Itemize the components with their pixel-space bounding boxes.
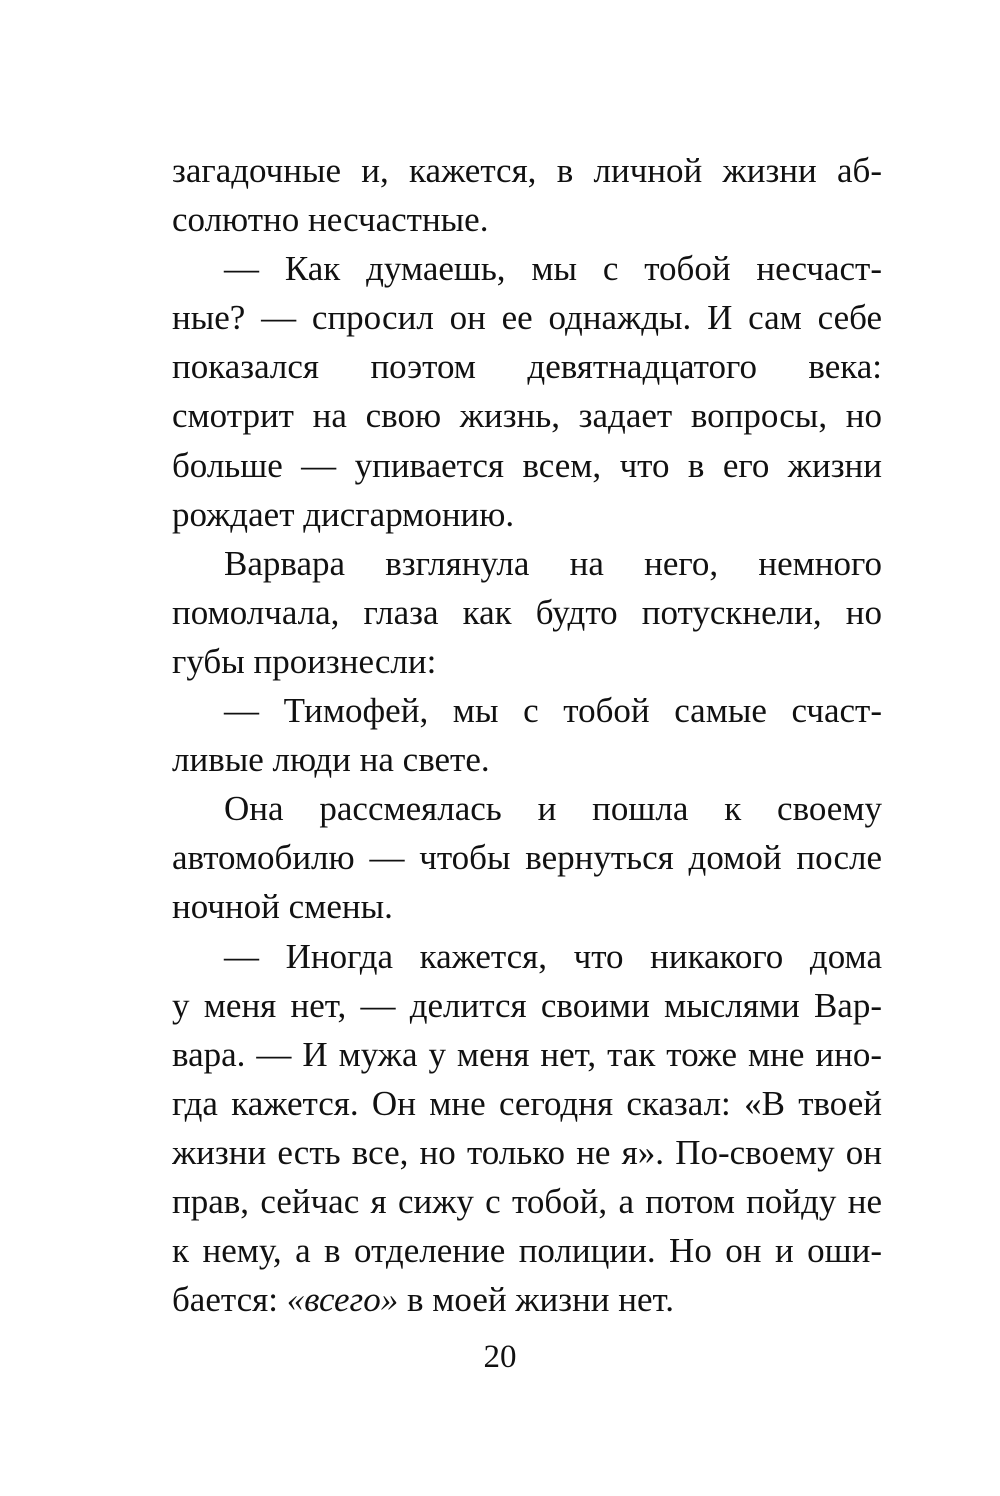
text-line: ные? — спросил он ее однажды. И сам себе	[172, 298, 882, 338]
text-line: к нему, а в отделение полиции. Но он и оши-	[172, 1231, 882, 1271]
text-line: — Как думаешь, мы с тобой несчаст-	[224, 249, 882, 289]
italic-word: «всего»	[286, 1280, 399, 1320]
text-segment: бается:	[172, 1280, 287, 1320]
text-line: — Иногда кажется, что никакого дома	[224, 936, 882, 976]
text-line: автомобилю — чтобы вернуться домой после	[172, 838, 882, 878]
text-line: жизни есть все, но только не я». По-своему он	[172, 1132, 882, 1172]
text-line: загадочные и, кажется, в личной жизни аб-	[172, 151, 882, 190]
text-line: смотрит на свою жизнь, задает вопросы, но	[172, 396, 882, 436]
text-segment: в моей жизни нет.	[398, 1280, 674, 1320]
text-line	[172, 1275, 882, 1324]
text-line: ночной смены.	[172, 887, 393, 927]
text-line: солютно несчастные.	[172, 200, 489, 240]
text-line: гда кажется. Он мне сегодня сказал: «В твоей	[172, 1083, 882, 1123]
text-line: — Тимофей, мы с тобой самые счаст-	[224, 691, 882, 731]
text-line: ливые люди на свете.	[172, 740, 490, 780]
text-line: у меня нет, — делится своими мыслями Вар-	[172, 985, 882, 1025]
text-line: прав, сейчас я сижу с тобой, а потом пойду не	[172, 1181, 882, 1221]
text-line: губы произнесли:	[172, 641, 437, 681]
page-number: 20	[483, 1339, 517, 1375]
text-line: Варвара взглянула на него, немного	[224, 543, 882, 583]
body-text	[172, 146, 882, 1324]
text-line: помолчала, глаза как будто потускнели, но	[172, 592, 882, 632]
text-line: Она рассмеялась и пошла к своему	[224, 789, 882, 829]
text-line: вара. — И мужа у меня нет, так тоже мне ино-	[172, 1034, 882, 1074]
text-line: рождает дисгармонию.	[172, 494, 515, 534]
text-line: больше — упивается всем, что в его жизни	[172, 445, 882, 485]
text-line: показался поэтом девятнадцатого века:	[172, 347, 882, 387]
